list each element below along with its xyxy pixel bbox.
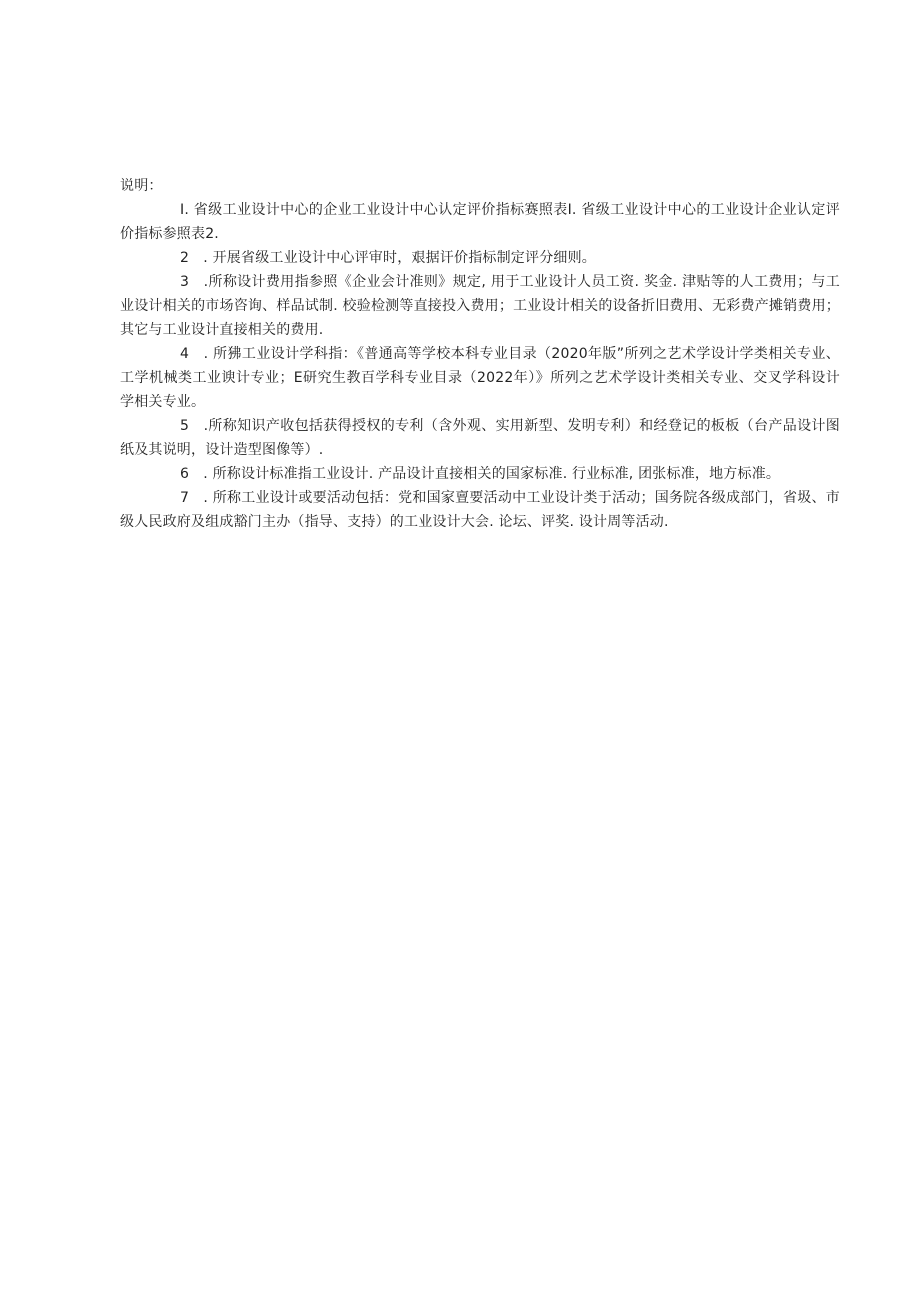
note-text: .所称设计费用指参照《企业会计准则》规定, 用于工业设计人员工资. 奖金. 津贴等的人工费用；与工业设计相关的市场咨询、样品试制. 校验检测等直接投入费用；工业设计相关的设备折旧费用、无彩费产摊销费用；其它与工业设计直接相关的费用. [120, 274, 840, 338]
note-number: 6 [180, 466, 190, 482]
note-number: I. [180, 202, 189, 218]
note-number: 4 [180, 346, 190, 362]
note-text: . 所狒工业设计学科指：《普通高等学校本科专业目录（2020年版”所列之艺术学设计学类相关专业、工学机械类工业谀计专业；E研究生教百学科专业目录（2022年）》所列之艺术学设计类相关专业、交叉学科设计学相关专业。 [120, 346, 840, 410]
note-text: . 开展省级工业设计中心评审时，艰据讦价指标制定评分细则。 [189, 250, 597, 266]
note-number: 2 [180, 250, 190, 266]
note-text: 省级工业设计中心的企业工业设计中心认定评价指标赛照表I. 省级工业设计中心的工业设计企业认定评价指标参照表2. [120, 202, 840, 242]
note-item-5 [120, 414, 840, 462]
note-item-3 [120, 270, 840, 342]
note-number: 3 [180, 274, 190, 290]
note-text: .所称知识产收包括获得授权的专利（含外观、实用新型、发明专利）和经登记的板板（台产品设计图纸及其说明，设计造型图像等）. [120, 418, 840, 458]
note-number: 7 [180, 490, 190, 506]
notes-heading: 说明： [120, 178, 163, 194]
note-item-6 [120, 462, 840, 486]
note-item-1 [120, 198, 840, 246]
note-item-2 [120, 246, 840, 270]
notes-section [120, 174, 840, 534]
note-text: . 所称工业设计或要活动包括：党和国家亶要活动中工业设计类于活动；国务院各级成部门，省圾、市级人民政府及组成豁门主办（指导、支持）的工业设计大会. 论坛、评奖. 设计周等活动. [120, 490, 840, 530]
note-item-4 [120, 342, 840, 414]
note-number: 5 [180, 418, 190, 434]
note-item-7 [120, 486, 840, 534]
note-text: . 所称设计标准指工业设计. 产品设计直接相关的国家标准. 行业标准, 团张标准，地方标准。 [189, 466, 781, 482]
